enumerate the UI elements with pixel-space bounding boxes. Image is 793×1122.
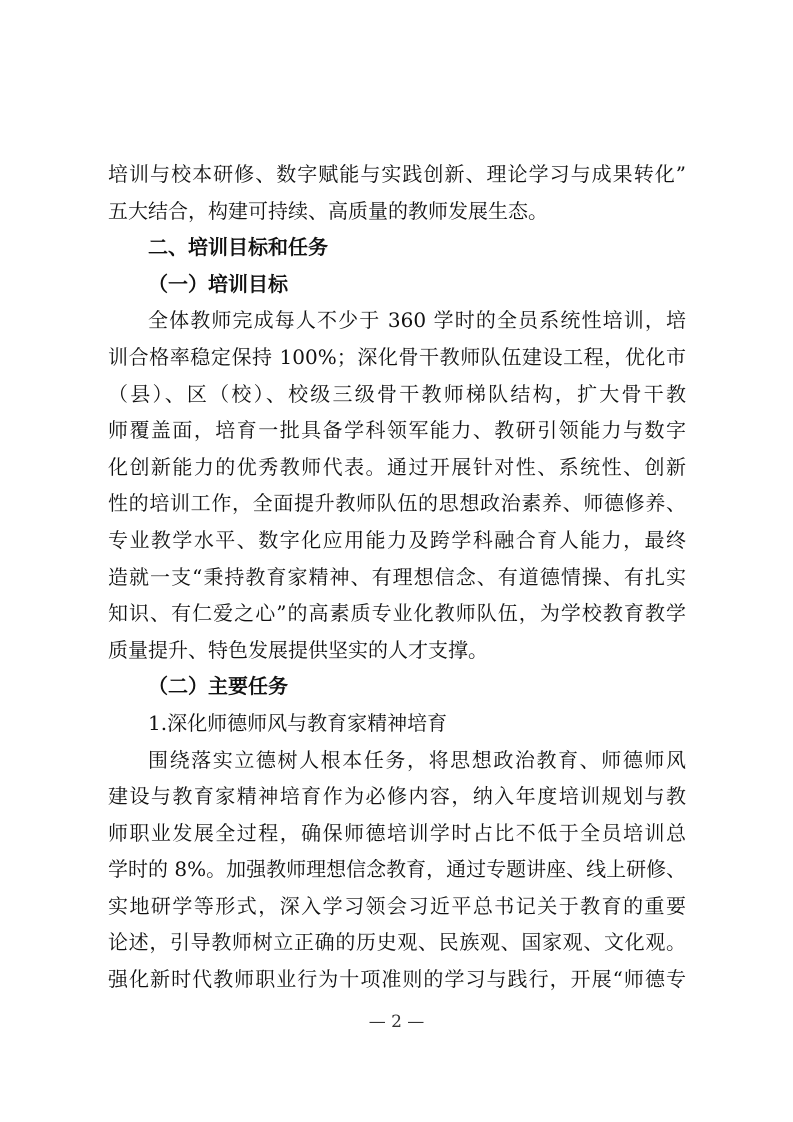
body-line: 专业教学水平、数字化应用能力及跨学科融合育人能力，最终	[108, 527, 686, 552]
body-line: 实地研学等形式，深入学习领会习近平总书记关于教育的重要	[108, 893, 686, 918]
body-line: （县）、区（校）、校级三级骨干教师梯队结构，扩大骨干教	[108, 381, 686, 406]
body-line: 知识、有仁爱之心”的高素质专业化教师队伍，为学校教育教学	[108, 601, 686, 626]
body-line: 论述，引导教师树立正确的历史观、民族观、国家观、文化观。	[108, 930, 686, 955]
body-line: 围绕落实立德树人根本任务，将思想政治教育、师德师风	[148, 747, 686, 772]
body-line: 全体教师完成每人不少于 360 学时的全员系统性培训，培	[148, 308, 686, 333]
body-line: 建设与教育家精神培育作为必修内容，纳入年度培训规划与教	[108, 784, 686, 809]
body-line: 学时的 8%。加强教师理想信念教育，通过专题讲座、线上研修、	[108, 857, 687, 882]
body-line: 训合格率稳定保持 100%；深化骨干教师队伍建设工程，优化市	[108, 344, 686, 369]
body-line: 造就一支“秉持教育家精神、有理想信念、有道德情操、有扎实	[108, 564, 686, 589]
body-line: 五大结合，构建可持续、高质量的教师发展生态。	[108, 198, 548, 223]
page-number: — 2 —	[368, 1012, 425, 1032]
document-body	[108, 156, 686, 998]
body-line: 师职业发展全过程，确保师德培训学时占比不低于全员培训总	[108, 820, 686, 845]
body-line: 师覆盖面，培育一批具备学科领军能力、教研引领能力与数字	[108, 418, 686, 443]
subsection-heading: （二）主要任务	[148, 674, 288, 699]
body-line: 化创新能力的优秀教师代表。通过开展针对性、系统性、创新	[108, 454, 686, 479]
body-line: 强化新时代教师职业行为十项准则的学习与践行，开展“师德专	[108, 967, 686, 992]
item-heading: 1.深化师德师风与教育家精神培育	[148, 710, 448, 735]
subsection-heading: （一）培训目标	[148, 271, 288, 296]
section-heading: 二、培训目标和任务	[148, 235, 328, 260]
body-line: 质量提升、特色发展提供坚实的人才支撑。	[108, 637, 488, 662]
body-line: 性的培训工作，全面提升教师队伍的思想政治素养、师德修养、	[108, 491, 686, 516]
body-line: 培训与校本研修、数字赋能与实践创新、理论学习与成果转化”	[108, 162, 686, 186]
